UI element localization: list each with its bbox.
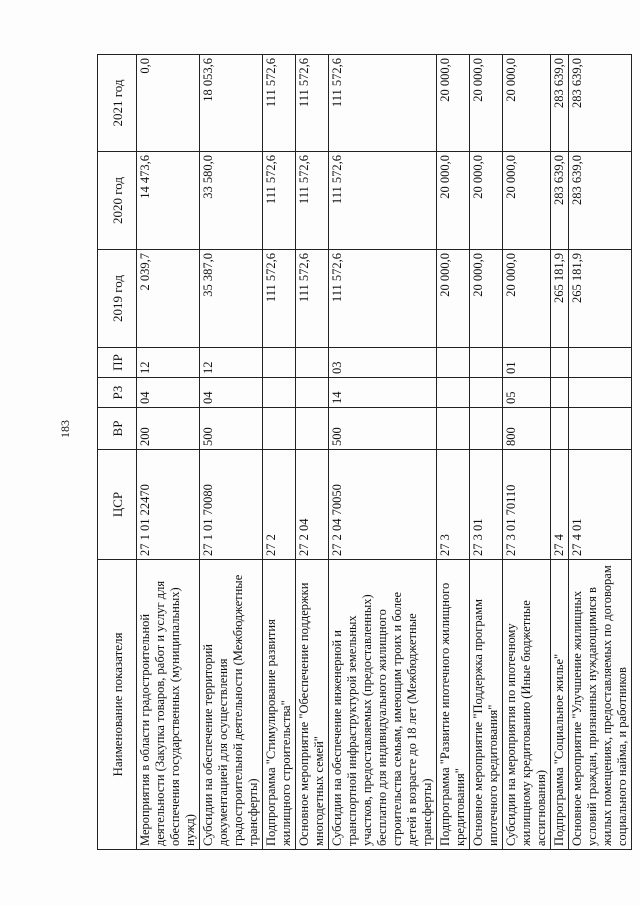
cell-2020: 111 572,6 bbox=[296, 152, 329, 250]
cell-2020: 111 572,6 bbox=[329, 152, 437, 250]
cell-vr bbox=[551, 408, 569, 450]
cell-pr: 12 bbox=[137, 348, 200, 378]
cell-rz bbox=[470, 378, 503, 408]
header-name: Наименование показателя bbox=[98, 560, 137, 850]
cell-pr bbox=[296, 348, 329, 378]
cell-vr: 800 bbox=[503, 408, 551, 450]
cell-pr bbox=[470, 348, 503, 378]
cell-rz: 05 bbox=[503, 378, 551, 408]
cell-pr bbox=[437, 348, 470, 378]
header-2019: 2019 год bbox=[98, 250, 137, 348]
cell-vr: 500 bbox=[200, 408, 263, 450]
table-row bbox=[137, 55, 200, 850]
cell-vr bbox=[569, 408, 632, 450]
cell-2019: 35 387,0 bbox=[200, 250, 263, 348]
page-number: 183 bbox=[58, 420, 72, 438]
header-2021: 2021 год bbox=[98, 55, 137, 152]
cell-2019: 111 572,6 bbox=[296, 250, 329, 348]
cell-rz bbox=[296, 378, 329, 408]
cell-csr: 27 4 bbox=[551, 450, 569, 560]
cell-2021: 111 572,6 bbox=[329, 55, 437, 152]
cell-name: Мероприятия в области градостроительной деятельности (Закупка товаров, работ и услуг для обеспечения государственных (муниципальных) нужд) bbox=[137, 560, 200, 850]
cell-name: Основное мероприятие "Обеспечение поддержки многодетных семей" bbox=[296, 560, 329, 850]
cell-csr: 27 3 01 bbox=[470, 450, 503, 560]
cell-rz bbox=[569, 378, 632, 408]
cell-csr: 27 1 01 22470 bbox=[137, 450, 200, 560]
cell-name: Субсидии на обеспечение инженерной и транспортной инфраструктурой земельных участков, предоставляемых (предоставленных) бесплатно для индивидуального жилищного строительства семьям, имеющим троих и более детей в возрасте до 18 лет (Межбюджетные трансферты) bbox=[329, 560, 437, 850]
cell-csr: 27 2 04 bbox=[296, 450, 329, 560]
cell-2019: 20 000,0 bbox=[470, 250, 503, 348]
cell-2020: 283 639,0 bbox=[551, 152, 569, 250]
table-row bbox=[329, 55, 437, 850]
cell-pr: 12 bbox=[200, 348, 263, 378]
cell-2020: 111 572,6 bbox=[263, 152, 296, 250]
cell-2021: 20 000,0 bbox=[470, 55, 503, 152]
cell-rz bbox=[437, 378, 470, 408]
cell-name: Подпрограмма "Социальное жилье" bbox=[551, 560, 569, 850]
header-csr: ЦСР bbox=[98, 450, 137, 560]
table-row bbox=[569, 55, 632, 850]
cell-rz: 04 bbox=[137, 378, 200, 408]
cell-pr bbox=[263, 348, 296, 378]
cell-name: Подпрограмма "Стимулирование развития жилищного строительства" bbox=[263, 560, 296, 850]
cell-name: Основное мероприятие "Поддержка программ ипотечного кредитования" bbox=[470, 560, 503, 850]
header-2020: 2020 год bbox=[98, 152, 137, 250]
table-row bbox=[551, 55, 569, 850]
table-row bbox=[200, 55, 263, 850]
cell-2020: 20 000,0 bbox=[503, 152, 551, 250]
cell-2020: 20 000,0 bbox=[437, 152, 470, 250]
table-row bbox=[296, 55, 329, 850]
cell-2021: 283 639,0 bbox=[569, 55, 632, 152]
cell-csr: 27 3 01 70110 bbox=[503, 450, 551, 560]
cell-name: Основное мероприятие "Улучшение жилищных условий граждан, признанных нуждающимися в жилых помещениях, предоставляемых по договорам социального найма, и работников bbox=[569, 560, 632, 850]
cell-rz: 04 bbox=[200, 378, 263, 408]
cell-2020: 283 639,0 bbox=[569, 152, 632, 250]
cell-2020: 33 580,0 bbox=[200, 152, 263, 250]
cell-vr: 200 bbox=[137, 408, 200, 450]
cell-2021: 18 053,6 bbox=[200, 55, 263, 152]
cell-csr: 27 4 01 bbox=[569, 450, 632, 560]
cell-2019: 2 039,7 bbox=[137, 250, 200, 348]
cell-vr bbox=[263, 408, 296, 450]
cell-rz bbox=[551, 378, 569, 408]
header-pr: ПР bbox=[98, 348, 137, 378]
cell-2021: 111 572,6 bbox=[263, 55, 296, 152]
cell-csr: 27 3 bbox=[437, 450, 470, 560]
table-row bbox=[437, 55, 470, 850]
table-row bbox=[503, 55, 551, 850]
cell-vr: 500 bbox=[329, 408, 437, 450]
cell-2019: 20 000,0 bbox=[437, 250, 470, 348]
cell-2019: 111 572,6 bbox=[329, 250, 437, 348]
cell-2020: 14 473,6 bbox=[137, 152, 200, 250]
cell-rz bbox=[263, 378, 296, 408]
table-row bbox=[470, 55, 503, 850]
header-rz: РЗ bbox=[98, 378, 137, 408]
table-row bbox=[263, 55, 296, 850]
cell-2019: 265 181,9 bbox=[569, 250, 632, 348]
cell-2019: 265 181,9 bbox=[551, 250, 569, 348]
cell-2019: 111 572,6 bbox=[263, 250, 296, 348]
cell-vr bbox=[296, 408, 329, 450]
cell-name: Субсидии на мероприятия по ипотечному жилищному кредитованию (Иные бюджетные ассигнования) bbox=[503, 560, 551, 850]
cell-rz: 14 bbox=[329, 378, 437, 408]
cell-vr bbox=[470, 408, 503, 450]
rotated-table-sheet bbox=[97, 55, 629, 850]
table-header-row bbox=[98, 55, 137, 850]
cell-2019: 20 000,0 bbox=[503, 250, 551, 348]
cell-pr bbox=[569, 348, 632, 378]
cell-csr: 27 1 01 70080 bbox=[200, 450, 263, 560]
cell-vr bbox=[437, 408, 470, 450]
header-vr: ВР bbox=[98, 408, 137, 450]
cell-name: Подпрограмма "Развитие ипотечного жилищного кредитования" bbox=[437, 560, 470, 850]
cell-2021: 20 000,0 bbox=[437, 55, 470, 152]
budget-table bbox=[97, 54, 632, 850]
cell-2021: 283 639,0 bbox=[551, 55, 569, 152]
cell-pr: 03 bbox=[329, 348, 437, 378]
cell-2021: 111 572,6 bbox=[296, 55, 329, 152]
cell-csr: 27 2 bbox=[263, 450, 296, 560]
cell-2021: 20 000,0 bbox=[503, 55, 551, 152]
cell-pr: 01 bbox=[503, 348, 551, 378]
cell-name: Субсидии на обеспечение территорий документацией для осуществления градостроительной деятельности (Межбюджетные трансферты) bbox=[200, 560, 263, 850]
cell-2021: 0,0 bbox=[137, 55, 200, 152]
cell-pr bbox=[551, 348, 569, 378]
cell-csr: 27 2 04 70050 bbox=[329, 450, 437, 560]
cell-2020: 20 000,0 bbox=[470, 152, 503, 250]
